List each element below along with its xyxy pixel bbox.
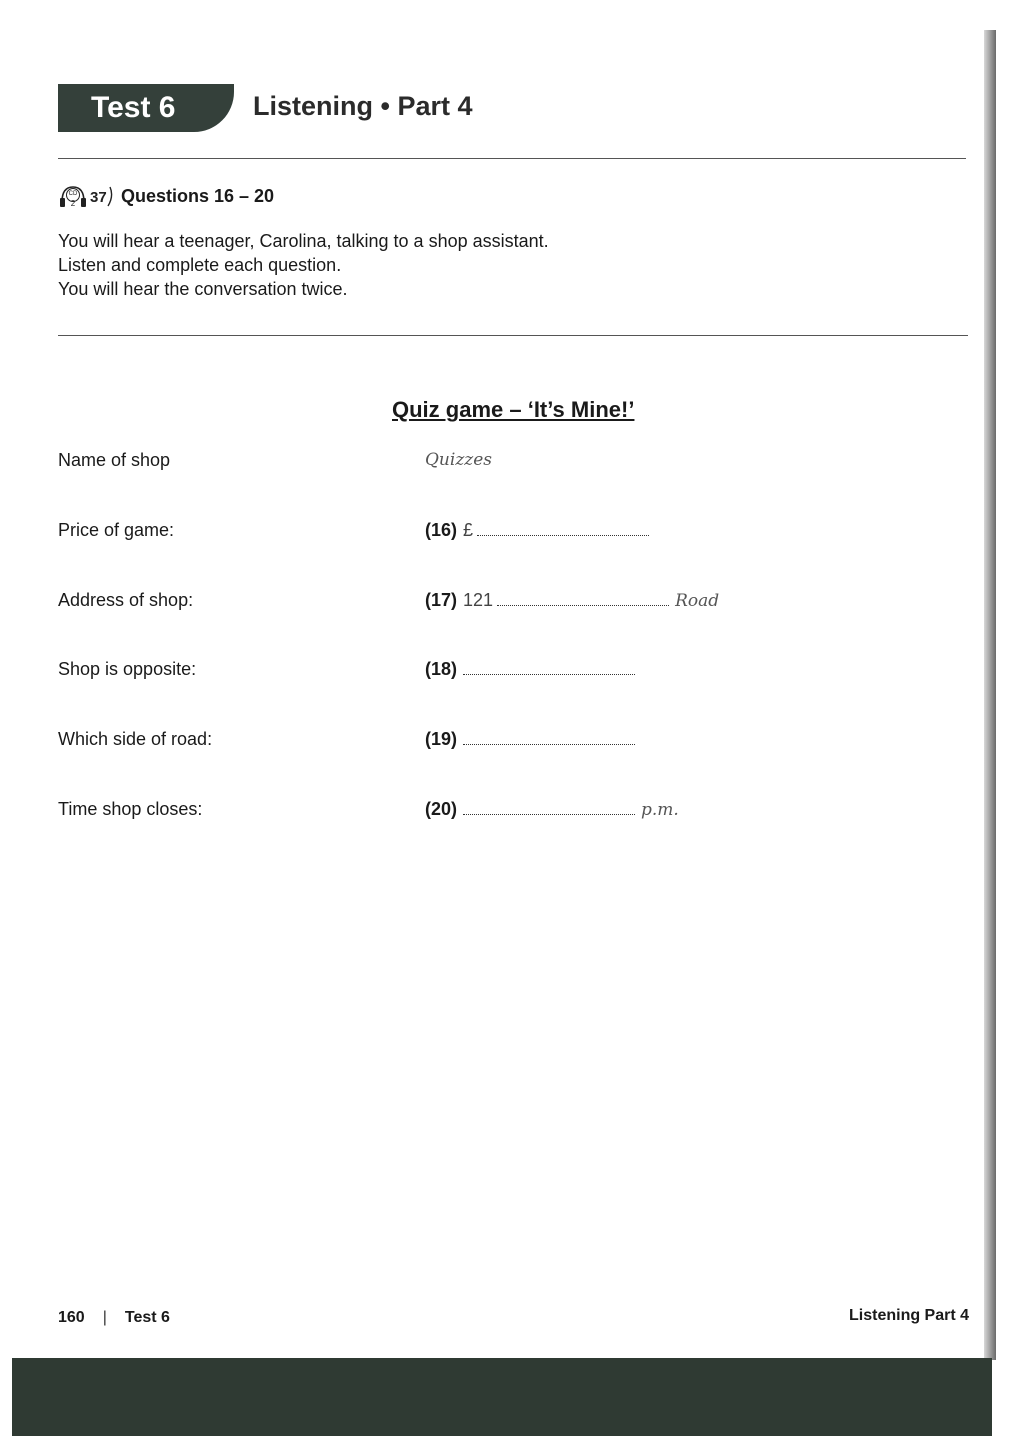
example-answer [425, 446, 492, 474]
form-row [58, 655, 758, 683]
footer-separator: | [102, 1309, 107, 1326]
form-row [58, 725, 758, 753]
instructions [58, 229, 549, 301]
answer-prefix: £ [463, 520, 474, 540]
cd-number: 2 [70, 199, 76, 208]
question-number: (16) [425, 520, 458, 540]
field-label: Name of shop [58, 450, 171, 470]
form-row [58, 795, 758, 823]
field-label: Time shop closes: [58, 799, 203, 819]
instruction-line: You will hear a teenager, Carolina, talking to a shop assistant. [58, 231, 549, 251]
answer-field[interactable] [425, 655, 635, 683]
section-title: Listening • Part 4 [253, 91, 473, 121]
example-value: Quizzes [425, 450, 493, 470]
form-row [58, 586, 758, 614]
field-label: Shop is opposite: [58, 659, 197, 679]
answer-blank[interactable] [463, 726, 635, 745]
divider [58, 158, 966, 159]
test-tab [58, 84, 234, 132]
page-footer-left [58, 1307, 170, 1329]
answer-blank[interactable] [463, 656, 635, 675]
divider [58, 335, 968, 336]
answer-field[interactable] [425, 516, 649, 544]
instruction-line: Listen and complete each question. [58, 255, 342, 275]
answer-blank[interactable] [477, 517, 649, 536]
question-number: (18) [425, 659, 458, 679]
page-number: 160 [58, 1309, 85, 1326]
answer-suffix: p.m. [641, 800, 679, 820]
cd-headphones-icon [58, 184, 114, 208]
form-row [58, 516, 758, 544]
field-label: Which side of road: [58, 729, 213, 749]
form-row [58, 446, 758, 474]
question-number: (17) [425, 590, 458, 610]
svg-text:CD: CD [68, 191, 78, 197]
page-binding-shadow [984, 30, 996, 1360]
footer-section-label: Listening Part 4 [849, 1307, 970, 1324]
answer-prefix: 121 [463, 590, 494, 610]
footer-test-label: Test 6 [124, 1309, 170, 1326]
instruction-line: You will hear the conversation twice. [58, 279, 348, 299]
answer-field[interactable] [425, 725, 635, 753]
questions-heading: Questions 16 – 20 [121, 186, 275, 206]
answer-field[interactable] [425, 795, 679, 824]
test-label: Test 6 [91, 91, 176, 124]
track-number: 37 [90, 189, 107, 206]
answer-field[interactable] [425, 586, 719, 615]
field-label: Price of game: [58, 520, 175, 540]
answer-blank[interactable] [497, 587, 669, 606]
quiz-title: Quiz game – ‘It’s Mine!’ [392, 397, 635, 422]
answer-blank[interactable] [463, 796, 635, 815]
bottom-band [12, 1358, 992, 1436]
question-number: (20) [425, 799, 458, 819]
field-label: Address of shop: [58, 590, 194, 610]
answer-suffix: Road [675, 591, 720, 611]
question-number: (19) [425, 729, 458, 749]
